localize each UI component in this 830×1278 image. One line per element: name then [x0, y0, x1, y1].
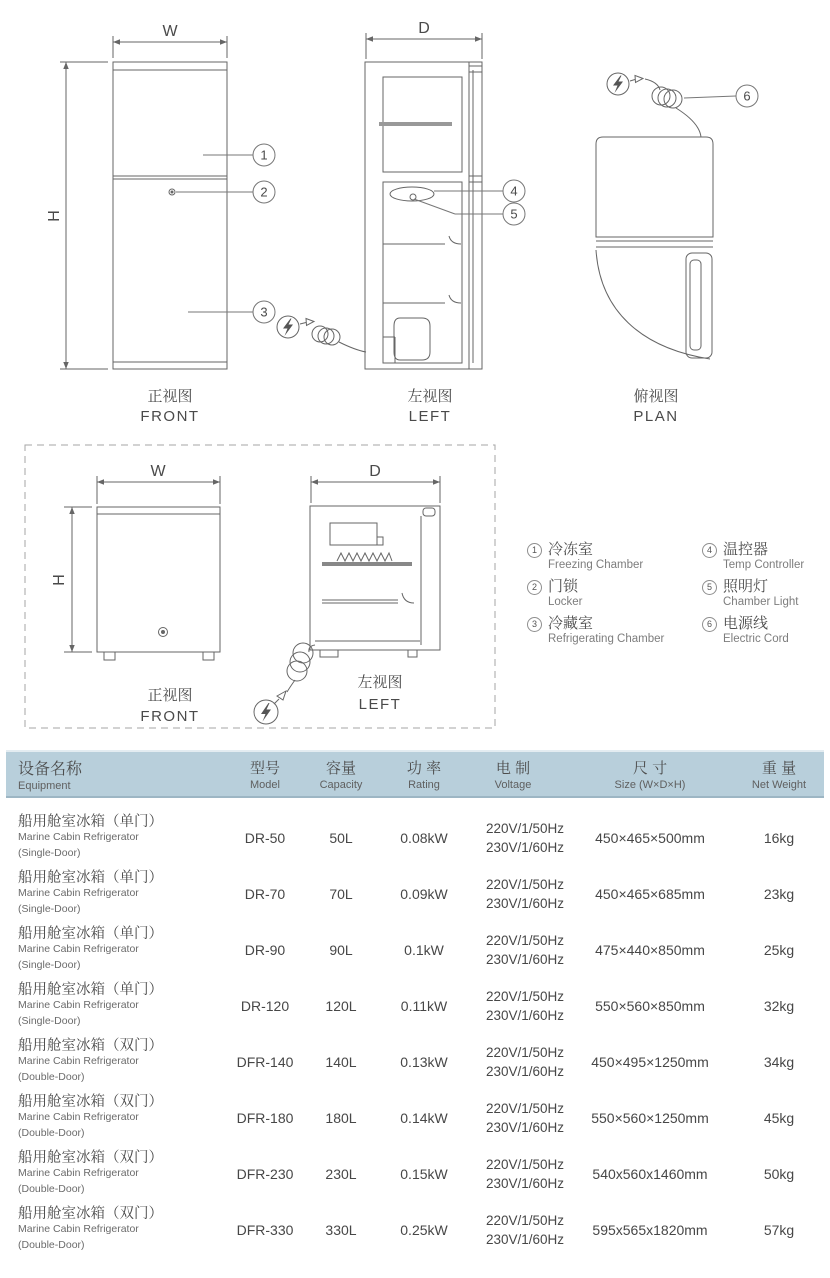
rating-cell: 0.08kW: [400, 830, 448, 846]
equipment-name-zh: 船用舱室冰箱（单门）: [18, 982, 163, 998]
table-row-dfr230: [0, 1146, 830, 1202]
voltage-line-2: 230V/1/60Hz: [486, 1232, 565, 1247]
small-left-view-drawing: [310, 463, 440, 657]
equipment-door-type: (Double-Door): [18, 1127, 85, 1139]
model-cell: DFR-180: [236, 1110, 294, 1126]
equipment-name-en: Marine Cabin Refrigerator: [18, 831, 139, 843]
size-cell: 595x565x1820mm: [592, 1222, 708, 1238]
power-plug-icon: [277, 316, 314, 338]
header-rating-zh: 功 率: [406, 760, 442, 777]
electric-cord-glyph: [645, 79, 701, 137]
dim-d-left: D: [418, 20, 430, 37]
legend-num-4: 4: [702, 543, 717, 558]
model-cell: DR-50: [244, 830, 286, 846]
small-left-caption-zh: 左视图: [357, 674, 403, 691]
legend-zh: 温控器: [723, 541, 769, 558]
table-row-dfr140: [0, 1034, 830, 1090]
top-drawings: [0, 0, 830, 440]
header-weight-zh: 重 量: [761, 760, 797, 777]
size-cell: 550×560×850mm: [595, 998, 705, 1014]
front-view-drawing: [46, 23, 275, 369]
plan-caption-zh: 俯视图: [633, 388, 679, 405]
legend-num-5: 5: [702, 580, 717, 595]
table-row-dfr180: [0, 1090, 830, 1146]
spec-table: [0, 750, 830, 1258]
legend-zh: 冷藏室: [548, 615, 594, 632]
left-caption-en: LEFT: [408, 408, 452, 425]
voltage-cell: [466, 1090, 565, 1146]
small-front-caption-en: FRONT: [140, 708, 200, 725]
voltage-line-1: 220V/1/50Hz: [486, 821, 565, 836]
legend-zh: 电源线: [723, 615, 769, 632]
equipment-name-en: Marine Cabin Refrigerator: [18, 943, 139, 955]
legend-item-freezing-chamber: [527, 541, 702, 578]
dim-h-front: H: [46, 210, 63, 222]
table-row-dr50: [0, 810, 830, 866]
table-row-dfr330: [0, 1202, 830, 1258]
small-front-view-drawing: [51, 463, 220, 660]
rating-cell: 0.13kW: [400, 1054, 448, 1070]
table-row-dr90: [0, 922, 830, 978]
header-voltage-en: Voltage: [494, 779, 532, 791]
legend-en: Electric Cord: [723, 633, 789, 645]
header-voltage-zh: 电 制: [495, 760, 531, 777]
callout-1: 1: [260, 147, 268, 163]
model-cell: DFR-140: [236, 1054, 294, 1070]
voltage-cell: [466, 810, 565, 866]
header-rating-en: Rating: [408, 779, 440, 791]
front-caption-en: FRONT: [140, 408, 200, 425]
dim-h-small: H: [51, 574, 68, 586]
size-cell: 550×560×1250mm: [591, 1110, 709, 1126]
compressor-glyph: [383, 318, 430, 363]
legend-item-chamber-light: [702, 578, 804, 615]
legend-en: Temp Controller: [723, 559, 805, 571]
weight-cell: 34kg: [763, 1054, 795, 1070]
header-weight-en: Net Weight: [751, 779, 807, 791]
callout-4: 4: [510, 183, 518, 199]
rating-cell: 0.14kW: [400, 1110, 448, 1126]
voltage-cell: [466, 1146, 565, 1202]
voltage-line-2: 230V/1/60Hz: [486, 952, 565, 967]
voltage-line-2: 230V/1/60Hz: [486, 1064, 565, 1079]
header-capacity-en: Capacity: [319, 779, 363, 791]
legend-item-refrigerating-chamber: [527, 615, 702, 652]
rating-cell: 0.09kW: [400, 886, 448, 902]
coiled-cord-icon: [312, 326, 366, 352]
legend-en: Refrigerating Chamber: [548, 633, 665, 645]
header-capacity-zh: 容量: [325, 760, 356, 777]
size-cell: 540x560x1460mm: [592, 1166, 708, 1182]
equipment-name-zh: 船用舱室冰箱（单门）: [18, 870, 163, 886]
power-plug-icon-plan: [607, 73, 643, 95]
capacity-cell: 90L: [329, 942, 353, 958]
header-equipment-zh: 设备名称: [18, 761, 83, 778]
equipment-name-zh: 船用舱室冰箱（双门）: [18, 1206, 163, 1222]
callout-3: 3: [260, 304, 268, 320]
legend-en: Freezing Chamber: [548, 559, 644, 571]
model-cell: DFR-230: [236, 1166, 294, 1182]
table-row-dr70: [0, 866, 830, 922]
header-size-en: Size (W×D×H): [614, 779, 686, 791]
small-left-caption-en: LEFT: [358, 696, 402, 713]
header-model-en: Model: [250, 779, 280, 791]
left-caption-zh: 左视图: [407, 388, 453, 405]
callout-6: 6: [743, 88, 751, 104]
parts-legend: [527, 541, 804, 652]
legend-en: Chamber Light: [723, 596, 799, 608]
legend-item-temp-controller: [702, 541, 804, 578]
voltage-cell: [466, 978, 565, 1034]
voltage-line-2: 230V/1/60Hz: [486, 1176, 565, 1191]
weight-cell: 23kg: [763, 886, 795, 902]
dashed-frame: [25, 445, 495, 728]
single-door-drawings: [0, 440, 520, 740]
table-row-dr120: [0, 978, 830, 1034]
header-equipment-en: Equipment: [18, 780, 71, 792]
capacity-cell: 180L: [325, 1110, 357, 1126]
voltage-line-2: 230V/1/60Hz: [486, 1120, 565, 1135]
weight-cell: 25kg: [763, 942, 795, 958]
legend-zh: 照明灯: [723, 578, 769, 595]
voltage-line-2: 230V/1/60Hz: [486, 896, 565, 911]
left-view-drawing: [365, 20, 525, 369]
equipment-door-type: (Single-Door): [18, 1015, 81, 1027]
equipment-door-type: (Double-Door): [18, 1183, 85, 1195]
header-size-zh: 尺 寸: [632, 760, 668, 777]
equipment-door-type: (Single-Door): [18, 959, 81, 971]
voltage-cell: [466, 866, 565, 922]
door-swing-arc: [596, 250, 710, 359]
model-cell: DR-120: [240, 998, 290, 1014]
model-cell: DFR-330: [236, 1222, 294, 1238]
model-cell: DR-90: [244, 942, 286, 958]
voltage-line-1: 220V/1/50Hz: [486, 989, 565, 1004]
size-cell: 450×465×685mm: [595, 886, 705, 902]
chamber-light-glyph: [390, 187, 434, 201]
rating-cell: 0.15kW: [400, 1166, 448, 1182]
dim-d-small: D: [369, 463, 381, 480]
spec-table-header: [6, 750, 824, 798]
legend-num-2: 2: [527, 580, 542, 595]
legend-item-electric-cord: [702, 615, 804, 652]
rating-cell: 0.11kW: [400, 998, 448, 1014]
voltage-line-1: 220V/1/50Hz: [486, 1045, 565, 1060]
equipment-door-type: (Double-Door): [18, 1071, 85, 1083]
door-lock-glyph-small: [159, 628, 168, 637]
capacity-cell: 70L: [329, 886, 353, 902]
voltage-cell: [466, 1202, 565, 1258]
legend-item-locker: [527, 578, 702, 615]
callout-2: 2: [260, 184, 268, 200]
equipment-name-zh: 船用舱室冰箱（双门）: [18, 1150, 163, 1166]
legend-num-1: 1: [527, 543, 542, 558]
equipment-door-type: (Single-Door): [18, 847, 81, 859]
size-cell: 450×495×1250mm: [591, 1054, 709, 1070]
equipment-name-en: Marine Cabin Refrigerator: [18, 1055, 139, 1067]
equipment-name-en: Marine Cabin Refrigerator: [18, 1167, 139, 1179]
voltage-line-2: 230V/1/60Hz: [486, 1008, 565, 1023]
capacity-cell: 50L: [329, 830, 353, 846]
spec-table-body: [0, 810, 830, 1258]
small-front-caption-zh: 正视图: [147, 687, 193, 704]
model-cell: DR-70: [244, 886, 286, 902]
rating-cell: 0.1kW: [404, 942, 444, 958]
callout-5: 5: [510, 206, 518, 222]
legend-num-6: 6: [702, 617, 717, 632]
capacity-cell: 230L: [325, 1166, 357, 1182]
plan-view-drawing: [596, 73, 758, 359]
legend-num-3: 3: [527, 617, 542, 632]
voltage-line-1: 220V/1/50Hz: [486, 1213, 565, 1228]
voltage-line-2: 230V/1/60Hz: [486, 840, 565, 855]
header-model-zh: 型号: [249, 760, 280, 777]
front-caption-zh: 正视图: [147, 388, 193, 405]
equipment-name-zh: 船用舱室冰箱（单门）: [18, 814, 163, 830]
equipment-name-zh: 船用舱室冰箱（双门）: [18, 1094, 163, 1110]
ice-tray-glyph: [322, 553, 412, 566]
voltage-cell: [466, 1034, 565, 1090]
equipment-door-type: (Double-Door): [18, 1239, 85, 1251]
weight-cell: 45kg: [763, 1110, 795, 1126]
size-cell: 450×465×500mm: [595, 830, 705, 846]
voltage-line-1: 220V/1/50Hz: [486, 1101, 565, 1116]
dim-w-front: W: [162, 23, 178, 40]
legend-zh: 门锁: [548, 578, 579, 595]
equipment-name-zh: 船用舱室冰箱（双门）: [18, 1038, 163, 1054]
plan-caption-en: PLAN: [633, 408, 679, 425]
capacity-cell: 140L: [325, 1054, 357, 1070]
legend-zh: 冷冻室: [548, 541, 594, 558]
equipment-name-en: Marine Cabin Refrigerator: [18, 1111, 139, 1123]
dim-w-small: W: [150, 463, 166, 480]
legend-en: Locker: [548, 596, 583, 608]
weight-cell: 16kg: [763, 830, 795, 846]
equipment-name-en: Marine Cabin Refrigerator: [18, 1223, 139, 1235]
equipment-name-zh: 船用舱室冰箱（单门）: [18, 926, 163, 942]
weight-cell: 57kg: [763, 1222, 795, 1238]
equipment-name-en: Marine Cabin Refrigerator: [18, 887, 139, 899]
voltage-line-1: 220V/1/50Hz: [486, 877, 565, 892]
rating-cell: 0.25kW: [400, 1222, 448, 1238]
door-lock-glyph: [169, 189, 175, 195]
equipment-name-en: Marine Cabin Refrigerator: [18, 999, 139, 1011]
weight-cell: 50kg: [763, 1166, 795, 1182]
capacity-cell: 120L: [325, 998, 357, 1014]
capacity-cell: 330L: [325, 1222, 357, 1238]
size-cell: 475×440×850mm: [595, 942, 705, 958]
equipment-door-type: (Single-Door): [18, 903, 81, 915]
power-plug-icon-small: [254, 691, 286, 724]
weight-cell: 32kg: [763, 998, 795, 1014]
voltage-cell: [466, 922, 565, 978]
voltage-line-1: 220V/1/50Hz: [486, 933, 565, 948]
voltage-line-1: 220V/1/50Hz: [486, 1157, 565, 1172]
